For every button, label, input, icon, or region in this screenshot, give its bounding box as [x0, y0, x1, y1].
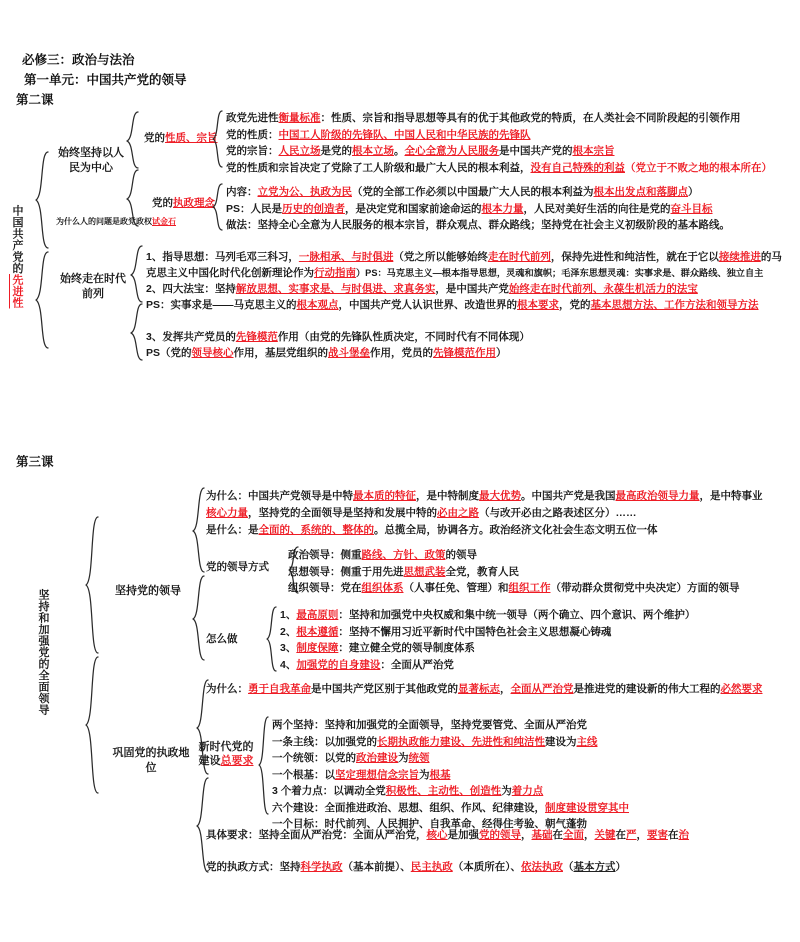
plain-text: （: [563, 861, 574, 873]
content-line: [206, 489, 763, 504]
plain-text: ，是决定党和国家前途命运的: [345, 202, 482, 215]
highlight-text: 奋斗目标: [670, 202, 713, 215]
page-title-book: 必修三：政治与法治: [22, 53, 135, 67]
content-line: [206, 682, 763, 697]
plain-text: （本质所在）、: [452, 861, 521, 873]
highlight-text: 依法执政: [521, 861, 563, 873]
highlight-text: 显著标志: [458, 683, 500, 695]
highlight-text: 根基: [429, 768, 451, 781]
highlight-text: 全面从严治党: [510, 683, 574, 695]
plain-text: 做法：坚持全心全意为人民服务的根本宗旨，群众观点、群众路线；坚持党在社会主义初级阶段的基本路线。: [226, 219, 730, 231]
brace-lesson2-sub2: [212, 183, 224, 231]
plain-text: 2、: [280, 625, 297, 638]
plain-text: 在: [615, 829, 626, 841]
highlight-text: 必由之路: [437, 507, 479, 519]
plain-text: 内容：: [226, 186, 258, 198]
highlight-text: 关键: [594, 829, 616, 841]
plain-text: 为什么：中国共产党领导是中特: [206, 490, 353, 502]
plain-text: （人事任免、管理）和: [403, 582, 509, 594]
plain-text: 的领导: [445, 549, 477, 561]
plain-text: 3、: [280, 642, 297, 654]
content-line: [146, 346, 507, 361]
highlight-text: 试金石: [152, 217, 176, 226]
highlight-text: 总要求: [220, 755, 254, 767]
plain-text: （党之所以能够始终: [393, 251, 488, 263]
highlight-text: 根本立场: [352, 145, 394, 157]
highlight-text: 根本要求: [517, 299, 560, 311]
plain-text: ：性质、宗旨和指导思想等具有的优于其他政党的特质，在人类社会不同阶段起的引领作用: [320, 112, 741, 124]
highlight-text: 根本宗旨: [572, 145, 615, 157]
plain-text: PS：人民是: [226, 202, 283, 215]
highlight-text: 解放思想、实事求是、与时俱进、求真务实: [235, 283, 436, 295]
content-line: [272, 784, 543, 799]
plain-text: ，坚持党的全面领导是坚持和发展中特的: [248, 507, 437, 519]
highlight-text: 性质、宗旨: [165, 132, 218, 144]
plain-text: 两个坚持：坚持和加强党的全面领导，坚持党要管党、全面从严治党: [272, 719, 587, 731]
highlight-text: 组织工作: [508, 582, 551, 594]
highlight-text: 根本遵循: [296, 625, 339, 638]
plain-text: ，党的: [559, 299, 591, 311]
lesson3-branch1-sub2-label: 怎么做: [206, 633, 238, 645]
highlight-text: 全面: [563, 829, 584, 841]
plain-text: 组织领导：党在: [288, 582, 362, 594]
plain-text: 作用，党员的: [370, 347, 434, 359]
brace-lesson3-sub2: [266, 606, 278, 672]
content-line: [280, 625, 611, 640]
highlight-text: 制度保障: [296, 642, 339, 654]
highlight-text: 最高政治领导力量: [615, 490, 700, 502]
highlight-text: 民主执政: [410, 861, 453, 873]
plain-text: 是中国共产党区别于其他政党的: [311, 683, 458, 695]
highlight-text: 最本质的特征: [353, 490, 416, 502]
plain-text: 为什么：: [206, 683, 248, 695]
highlight-text: 人民立场: [278, 145, 321, 157]
plain-text: 克思主义中国化时代化创新理论作为: [146, 267, 314, 279]
highlight-text: 全面的、系统的、整体的: [258, 524, 374, 536]
highlight-text: 政治建设: [356, 752, 398, 764]
highlight-text: 核心: [426, 829, 448, 841]
content-line: [146, 282, 698, 297]
plain-text: ）: [688, 186, 699, 198]
plain-text: 一条主线：以加强党的: [272, 735, 377, 748]
lesson3-branch2-sub1-label: 新时代党的建设总要求: [198, 741, 254, 767]
highlight-text: 根本观点: [296, 299, 339, 311]
plain-text: ，: [521, 829, 532, 841]
highlight-text: 着力点: [511, 785, 544, 797]
plain-text: 。总揽全局，协调各方。政治经济文化社会生态文明五位一体: [374, 524, 658, 536]
plain-text: ，人民对美好生活的向往是党的: [523, 202, 671, 215]
content-line: [272, 735, 598, 750]
plain-text: ：坚持和加强党中央权威和集中统一领导（两个确立、四个意识、两个维护）: [338, 609, 696, 621]
plain-text: 政党先进性: [226, 112, 279, 124]
highlight-text: 统领: [408, 752, 430, 764]
plain-text: 是推进党的建设新的伟大工程的: [573, 683, 721, 695]
content-line: [288, 565, 519, 580]
plain-text: ，: [636, 829, 647, 841]
highlight-text: 必然要求: [720, 683, 763, 695]
content-line: [146, 250, 782, 265]
plain-text: 党的性质和宗旨决定了党除了工人阶级和最广大人民的根本利益，: [226, 161, 531, 174]
highlight-text: 行动指南: [314, 267, 356, 279]
highlight-text: 路线、方针、政策: [361, 549, 446, 561]
brace-lesson3-branch2: [196, 678, 210, 874]
highlight-text: 党的领导: [479, 829, 521, 841]
lesson2-branch1-label: 始终坚持以人民为中心: [58, 147, 124, 174]
content-line: [226, 128, 531, 143]
plain-text: 。: [394, 145, 405, 157]
content-line: [280, 658, 454, 673]
lesson2-root-label: 中国共产党的先进性: [11, 205, 23, 309]
plain-text: 是加强: [447, 829, 479, 841]
plain-text: （基本前提）、: [342, 861, 411, 873]
plain-text: 1、: [280, 609, 297, 621]
highlight-text: 基础: [531, 829, 553, 841]
plain-text: ，保持先进性和纯洁性，就在于它以: [550, 251, 719, 263]
plain-text: 3 个着力点：以调动全党: [272, 785, 386, 797]
highlight-text: 加强党的自身建设: [296, 658, 381, 671]
content-line: [206, 828, 689, 843]
highlight-text: 先锋模范作用: [433, 347, 497, 359]
highlight-text: 最大优势: [479, 490, 521, 502]
page-title-unit: 第一单元：中国共产党的领导: [24, 73, 187, 87]
red-text: （党立于不败之地的根本所在）: [625, 161, 772, 174]
brace-lesson3-root: [84, 515, 100, 795]
highlight-text: 执政理念: [173, 197, 215, 209]
plain-text: 一个目标：时代前列、人民拥护、自我革命、经得住考验、朝气蓬勃: [272, 818, 587, 830]
highlight-text: 要害: [647, 829, 668, 841]
highlight-text: 一脉相承、与时俱进: [298, 251, 394, 263]
plain-text: 2、四大法宝：坚持: [146, 283, 236, 295]
content-line: [226, 161, 772, 176]
highlight-text: 走在时代前列: [487, 251, 551, 263]
plain-text: 党的性质：: [226, 128, 279, 141]
plain-text: 政治领导：侧重: [288, 549, 362, 561]
plain-text: 一个统领：以党的: [272, 752, 356, 764]
plain-text: ）: [496, 347, 507, 359]
lesson3-root-label: 坚持和加强党的全面领导: [37, 588, 49, 716]
plain-text: ，是中特事业: [699, 490, 763, 502]
note-text: ）PS：马克思主义—根本指导思想，灵魂和旗帜；毛泽东思想灵魂：实事求是、群众路线、独立自主: [356, 268, 764, 278]
plain-text: 思想领导：侧重于用先进: [288, 565, 404, 578]
highlight-text: 根本出发点和落脚点: [593, 186, 688, 198]
plain-text: ）: [615, 861, 626, 873]
plain-text: 六个建设：全面推进政治、思想、组织、作风、纪律建设，: [272, 801, 545, 814]
highlight-text: 坚定理想信念宗旨: [335, 768, 419, 781]
lesson3-branch2-label: 巩固党的执政地位: [112, 747, 190, 774]
highlight-text: 思想武装: [403, 565, 446, 578]
highlight-text: 长期执政能力建设、先进性和纯洁性: [377, 735, 545, 748]
content-line: [288, 548, 477, 563]
plain-text: 具体要求：坚持全面从严治党：全面从严治党，: [206, 829, 427, 841]
plain-text: 作用（由党的先锋队性质决定，不同时代有不同体现）: [277, 331, 530, 343]
highlight-text: 组织体系: [361, 582, 404, 594]
section-title-lesson2: 第二课: [16, 93, 54, 107]
content-line: [272, 801, 629, 816]
highlight-text: 中国工人阶级的先锋队、中国人民和中华民族的先锋队: [278, 128, 531, 141]
content-line: [226, 144, 615, 159]
highlight-text: 先锋模范: [235, 331, 278, 343]
lesson3-branch1-label: 坚持党的领导: [115, 585, 181, 597]
highlight-text: 立党为公、执政为民: [257, 186, 352, 198]
content-line: [206, 506, 637, 521]
content-line: [226, 111, 741, 126]
highlight-text: 根本力量: [481, 202, 524, 215]
highlight-text: 勇于自我革命: [248, 683, 311, 695]
content-line: [206, 523, 658, 538]
highlight-text: 接续推进: [718, 251, 761, 263]
plain-text: 在: [552, 829, 563, 841]
plain-text: 4、: [280, 658, 297, 671]
plain-text: ，是中国共产党: [435, 283, 509, 295]
plain-text: PS：实事求是——马克思主义的: [146, 299, 297, 311]
brace-lesson2-branch2: [130, 244, 144, 362]
highlight-text: 先进性: [11, 274, 23, 309]
lesson2-sub2-label: 党的执政理念: [152, 197, 215, 209]
plain-text: 1、指导思想：马列毛邓三科习，: [146, 251, 299, 263]
brace-lesson2-root: [34, 150, 50, 350]
plain-text: 为: [419, 768, 430, 781]
plain-text: ，: [584, 829, 595, 841]
highlight-text: 全心全意为人民服务: [404, 145, 499, 157]
plain-text: 党的宗旨：: [226, 145, 279, 157]
plain-text: 是中国共产党的: [499, 145, 573, 157]
highlight-text: 战斗堡垒: [328, 347, 371, 359]
highlight-text: 治: [678, 829, 689, 841]
content-line: [206, 860, 626, 875]
plain-text: 。中国共产党是我国: [521, 490, 616, 502]
highlight-text: 制度建设贯穿其中: [545, 801, 629, 814]
lesson2-sub2-note: 为什么人的问题是政党政权试金石: [56, 217, 176, 226]
plain-text: 为: [501, 785, 512, 797]
brace-lesson3-branch1: [192, 486, 206, 662]
lesson2-sub1-label: 党的性质、宗旨: [144, 132, 218, 144]
plain-text: 3、发挥共产党员的: [146, 331, 236, 343]
plain-text: ，是中特制度: [416, 490, 479, 502]
highlight-text: 最高原则: [296, 609, 339, 621]
content-line: [226, 202, 713, 217]
highlight-text: 核心力量: [206, 507, 248, 519]
lesson2-branch2-label: 始终走在时代前列: [60, 273, 126, 300]
highlight-text: 没有自己特殊的利益: [530, 161, 625, 174]
content-line: [146, 266, 763, 281]
highlight-text: 基本思想方法、工作方法和领导方法: [590, 299, 759, 311]
highlight-text: 始终走在时代前列、永葆生机活力的法宝: [508, 283, 698, 295]
content-line: [146, 330, 530, 345]
highlight-text: 科学执政: [300, 861, 343, 873]
plain-text: ：建立健全党的领导制度体系: [338, 642, 475, 654]
brace-lesson2-branch1: [126, 110, 140, 228]
content-line: [146, 298, 759, 313]
plain-text: 全党，教育人民: [445, 565, 519, 578]
content-line: [288, 581, 740, 596]
section-title-lesson3: 第三课: [16, 455, 54, 469]
plain-text: 是什么：是: [206, 524, 259, 536]
highlight-text: 历史的创造者: [282, 202, 346, 215]
plain-text: PS（党的: [146, 347, 192, 359]
plain-text: ：坚持不懈用习近平新时代中国特色社会主义思想凝心铸魂: [338, 625, 612, 638]
content-line: [272, 768, 451, 783]
content-line: [272, 718, 587, 733]
highlight-text: 严: [626, 829, 637, 841]
plain-text: 作用，基层党组织的: [233, 347, 329, 359]
plain-text: 一个根基：以: [272, 768, 335, 781]
plain-text: 在: [668, 829, 679, 841]
content-line: [280, 608, 695, 623]
content-line: [280, 641, 475, 656]
plain-text: 的马: [760, 251, 782, 263]
content-line: [272, 751, 430, 766]
plain-text: ：全面从严治党: [380, 658, 454, 671]
plain-text: 党的执政方式：坚持: [206, 861, 301, 873]
plain-text: 是党的: [320, 145, 352, 157]
plain-text: 为: [398, 752, 409, 764]
plain-text: 建设为: [545, 735, 577, 748]
brace-lesson2-sub1: [212, 110, 224, 168]
highlight-text: 领导核心: [191, 347, 234, 359]
plain-text: （与改开必由之路表述区分）……: [479, 507, 637, 519]
lesson3-branch1-sub1-label: 党的领导方式: [206, 561, 269, 573]
highlight-text: 积极性、主动性、创造性: [385, 785, 502, 797]
highlight-text: 衡量标准: [278, 112, 321, 124]
underlined-text: 基本方式: [573, 861, 616, 873]
content-line: [226, 185, 699, 200]
plain-text: （带动群众贯彻党中央决定）方面的领导: [550, 582, 740, 594]
highlight-text: 主线: [576, 735, 598, 748]
brace-lesson3-b2-sub1: [258, 716, 270, 816]
plain-text: （党的全部工作必须以中国最广大人民的根本利益为: [352, 186, 594, 198]
plain-text: ，中国共产党人认识世界、改造世界的: [338, 299, 518, 311]
content-line: [226, 218, 730, 233]
plain-text: ，: [500, 683, 511, 695]
